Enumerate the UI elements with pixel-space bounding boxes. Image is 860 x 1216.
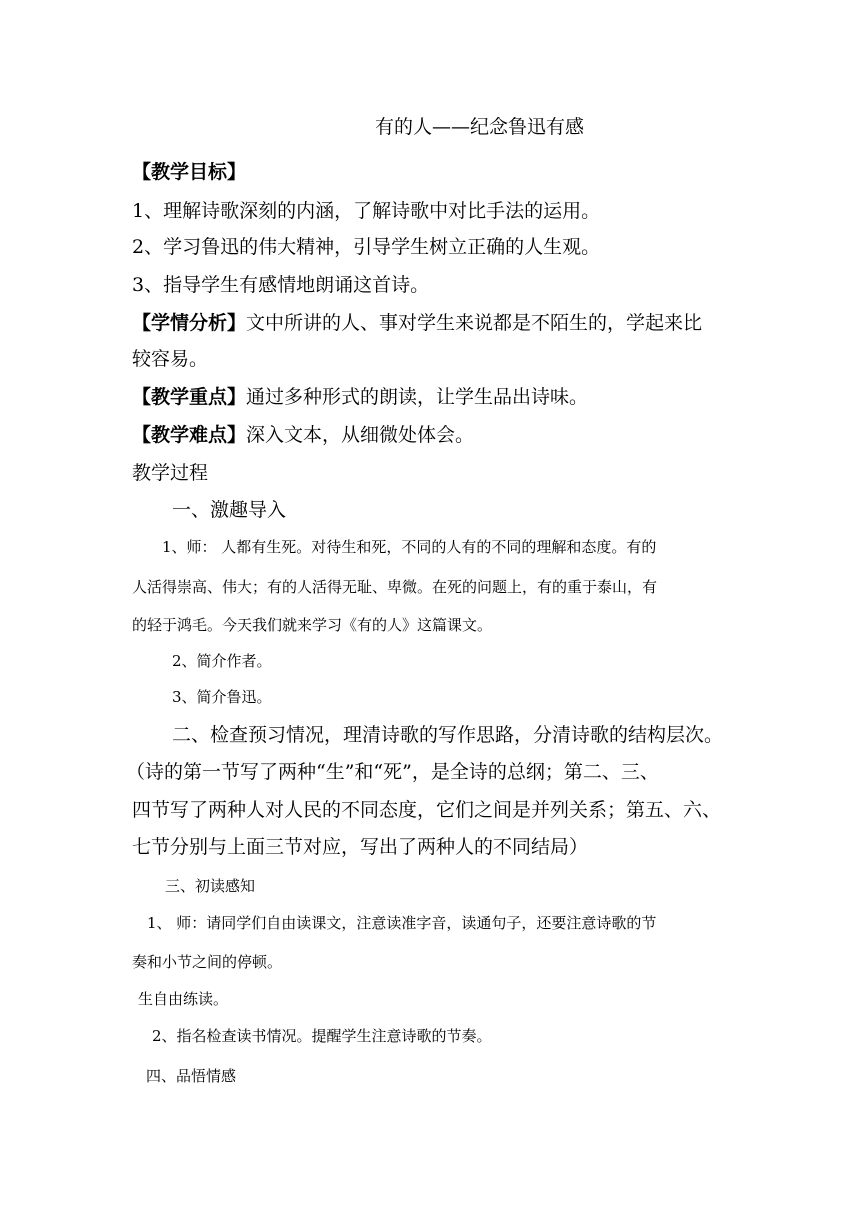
section-2-line4: 七节分别与上面三节对应，写出了两种人的不同结局） bbox=[132, 836, 589, 858]
section-1-item-3: 3、简介鲁迅。 bbox=[172, 688, 272, 706]
section-3-item-practice: 生自由练读。 bbox=[138, 990, 229, 1008]
difficulty-label: 【教学难点】 bbox=[132, 424, 247, 446]
key-point-text: 通过多种形式的朗读，让学生品出诗味。 bbox=[246, 386, 589, 408]
process-heading: 教学过程 bbox=[132, 462, 209, 484]
section-2-line2: （诗的第一节写了两种“生”和“死”，是全诗的总纲；第二、三、 bbox=[126, 761, 659, 783]
section-1-paragraph-line2: 人活得崇高、伟大；有的人活得无耻、卑微。在死的问题上，有的重于泰山，有 bbox=[132, 578, 658, 596]
section-3-item-2: 2、指名检查读书情况。提醒学生注意诗歌的节奏。 bbox=[152, 1027, 492, 1045]
objective-item-3: 3、指导学生有感情地朗诵这首诗。 bbox=[132, 274, 430, 296]
document-title: 有的人——纪念鲁迅有感 bbox=[375, 116, 585, 138]
section-2-line3: 四节写了两种人对人民的不同态度，它们之间是并列关系；第五、六、 bbox=[132, 799, 722, 821]
key-point-label: 【教学重点】 bbox=[132, 386, 247, 408]
analysis-paragraph-line2: 较容易。 bbox=[132, 348, 209, 370]
objective-item-1: 1、理解诗歌深刻的内涵，了解诗歌中对比手法的运用。 bbox=[132, 200, 601, 222]
section-1-paragraph-line3: 的轻于鸿毛。今天我们就来学习《有的人》这篇课文。 bbox=[132, 616, 493, 634]
section-3-paragraph-line1: 1、 师：请同学们自由读课文，注意读准字音，读通句子，还要注意诗歌的节 bbox=[147, 914, 657, 932]
section-3-title: 三、初读感知 bbox=[165, 877, 256, 895]
analysis-label: 【学情分析】 bbox=[132, 312, 247, 334]
analysis-text: 文中所讲的人、事对学生来说都是不陌生的，学起来比 bbox=[246, 312, 703, 334]
difficulty-text: 深入文本，从细微处体会。 bbox=[246, 424, 475, 446]
section-1-paragraph-line1: 1、师： 人都有生死。对待生和死，不同的人有的不同的理解和态度。有的 bbox=[162, 538, 657, 556]
section-1-item-2: 2、简介作者。 bbox=[172, 652, 272, 670]
analysis-paragraph-line1 bbox=[132, 314, 702, 333]
objectives-heading: 【教学目标】 bbox=[132, 161, 247, 183]
section-4-title: 四、品悟情感 bbox=[146, 1067, 237, 1085]
key-point-line bbox=[132, 388, 588, 407]
objective-item-2: 2、学习鲁迅的伟大精神，引导学生树立正确的人生观。 bbox=[132, 236, 601, 258]
section-3-paragraph-line2: 奏和小节之间的停顿。 bbox=[132, 953, 283, 971]
difficulty-line bbox=[132, 426, 474, 445]
section-1-title: 一、激趣导入 bbox=[172, 499, 287, 521]
section-2-line1: 二、检查预习情况，理清诗歌的写作思路，分清诗歌的结构层次。 bbox=[172, 724, 724, 746]
